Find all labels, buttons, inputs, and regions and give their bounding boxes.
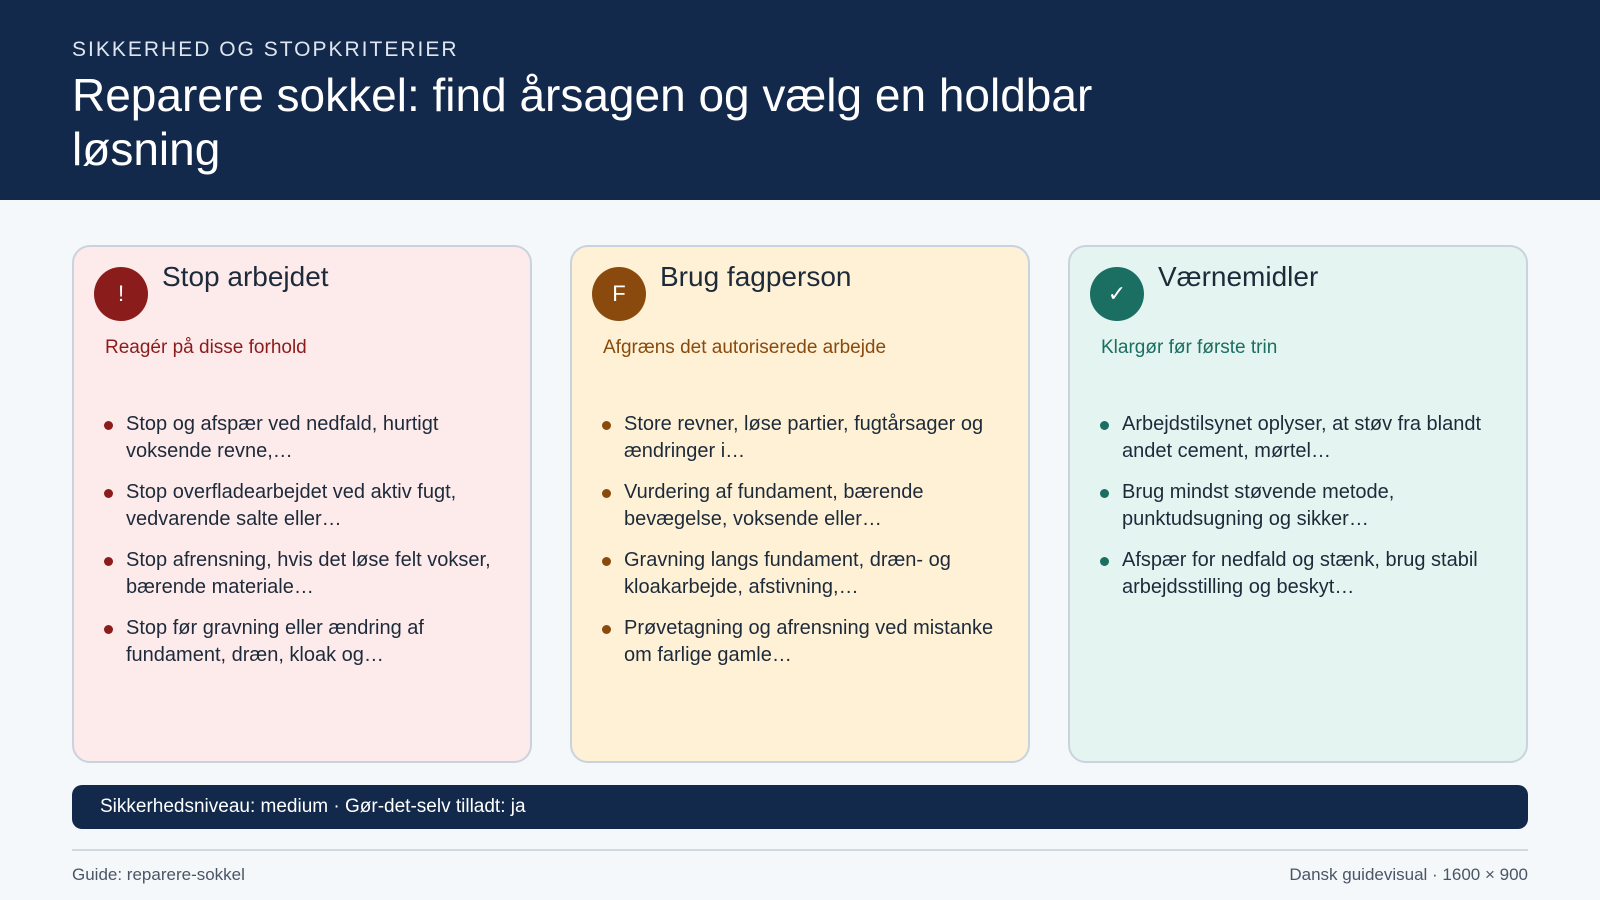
- card-list: [602, 411, 1002, 683]
- list-item-text: Stop før gravning eller ændring af fundament, dræn, kloak og…: [126, 617, 424, 666]
- card-brug-fagperson: [570, 245, 1030, 763]
- list-item-text: Vurdering af fundament, bærende bevægelse, voksende eller…: [624, 481, 924, 530]
- card-title: Værnemidler: [1158, 261, 1319, 292]
- list-item: [104, 547, 504, 601]
- bullet-icon: [602, 489, 611, 498]
- list-item-text: Stop overfladearbejdet ved aktiv fugt, vedvarende salte eller…: [126, 481, 457, 530]
- card-subtitle: Afgræns det autoriserede arbejde: [603, 337, 887, 358]
- bullet-icon: [602, 557, 611, 566]
- bullet-icon: [1100, 489, 1109, 498]
- card-title: Brug fagperson: [660, 261, 852, 292]
- exclamation-icon: !: [94, 267, 148, 321]
- list-item-text: Stop og afspær ved nedfald, hurtigt voksende revne,…: [126, 413, 439, 462]
- list-item-text: Gravning langs fundament, dræn- og kloakarbejde, afstivning,…: [624, 549, 951, 598]
- list-item: [104, 411, 504, 465]
- list-item-text: Prøvetagning og afrensning ved mistanke om farlige gamle…: [624, 617, 994, 666]
- list-item: [104, 615, 504, 669]
- footer-guide-label: Guide: reparere-sokkel: [72, 865, 245, 884]
- list-item-text: Brug mindst støvende metode, punktudsugning og sikker…: [1122, 481, 1395, 530]
- footer-meta-label: Dansk guidevisual · 1600 × 900: [1289, 865, 1528, 884]
- list-item: [602, 411, 1002, 465]
- card-vaernemidler: [1068, 245, 1528, 763]
- list-item: [104, 479, 504, 533]
- card-subtitle: Reagér på disse forhold: [105, 337, 307, 358]
- card-list: [104, 411, 504, 683]
- bullet-icon: [1100, 557, 1109, 566]
- header: [0, 0, 1600, 200]
- letter-f-icon: F: [592, 267, 646, 321]
- card-subtitle: Klargør før første trin: [1101, 337, 1278, 358]
- cards-container: [72, 245, 1528, 763]
- bullet-icon: [1100, 421, 1109, 430]
- card-stop-arbejdet: [72, 245, 532, 763]
- card-title: Stop arbejdet: [162, 261, 329, 292]
- bullet-icon: [104, 489, 113, 498]
- status-bar: Sikkerhedsniveau: medium · Gør-det-selv tilladt: ja: [72, 785, 1528, 829]
- list-item-text: Arbejdstilsynet oplyser, at støv fra blandt andet cement, mørtel…: [1122, 413, 1482, 462]
- card-list: [1100, 411, 1500, 615]
- eyebrow: SIKKERHED OG STOPKRITERIER: [72, 38, 459, 61]
- divider: [72, 849, 1528, 851]
- list-item: [1100, 479, 1500, 533]
- bullet-icon: [602, 421, 611, 430]
- bullet-icon: [104, 625, 113, 634]
- bullet-icon: [104, 557, 113, 566]
- list-item: [602, 547, 1002, 601]
- list-item: [1100, 411, 1500, 465]
- list-item: [1100, 547, 1500, 601]
- list-item-text: Afspær for nedfald og stænk, brug stabil arbejdsstilling og beskyt…: [1122, 549, 1478, 598]
- bullet-icon: [104, 421, 113, 430]
- list-item: [602, 479, 1002, 533]
- checkmark-icon: ✓: [1090, 267, 1144, 321]
- list-item: [602, 615, 1002, 669]
- list-item-text: Stop afrensning, hvis det løse felt vokser, bærende materiale…: [126, 549, 491, 598]
- page-title: Reparere sokkel: find årsagen og vælg en holdbar løsning: [72, 69, 1093, 175]
- bullet-icon: [602, 625, 611, 634]
- list-item-text: Store revner, løse partier, fugtårsager og ændringer i…: [624, 413, 984, 462]
